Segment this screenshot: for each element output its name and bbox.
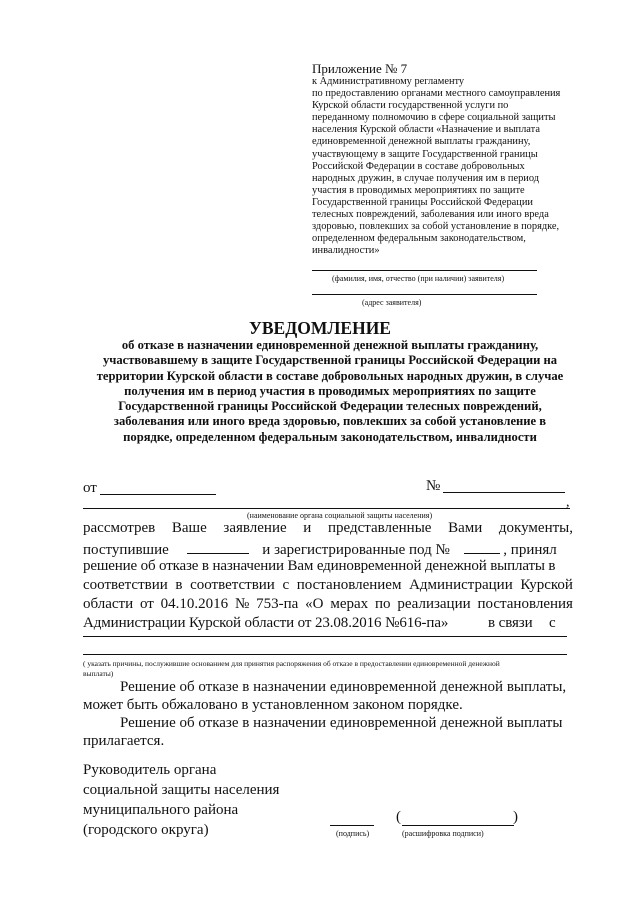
word: и: [303, 520, 312, 536]
word: постановления: [477, 596, 573, 612]
subtitle-line: заболевания или иного вреда здоровью, повлекших за собой установление в: [113, 414, 547, 429]
appendix-line: переданному полномочию в сфере социальной защиты: [312, 112, 556, 124]
subtitle-line: Государственной границы Российской Федерации телесных повреждений,: [118, 399, 542, 414]
word: реализации: [397, 596, 471, 612]
reason-caption-cont: выплаты): [83, 669, 114, 678]
notice-subtitle: [70, 338, 590, 445]
decode-paren-close: ): [513, 809, 518, 825]
appendix-block: [312, 62, 612, 257]
appendix-line: единовременной денежной выплаты гражданину,: [312, 136, 531, 148]
decode-line[interactable]: [402, 825, 514, 826]
word: с: [282, 577, 290, 593]
applicant-name-line[interactable]: [312, 270, 537, 271]
reason-caption: ( указать причины, послужившие основанием для принятия распоряжения об отказе в предоставлении единовременной денежной: [83, 659, 500, 668]
word: мерах: [330, 596, 369, 612]
appendix-line: телесных повреждений, заболевания или иного вреда: [312, 209, 549, 221]
word: Вами: [448, 520, 483, 536]
applicant-address-line[interactable]: [312, 294, 537, 295]
word: постановлением: [296, 577, 402, 593]
subtitle-line: порядке, определенном федеральным законодательством, инвалидности: [123, 429, 537, 444]
word: рассмотрев: [83, 520, 156, 536]
body-line-2: [83, 538, 573, 557]
signatory-line: Руководитель органа: [83, 762, 217, 778]
from-label: от: [83, 480, 97, 496]
word: по: [374, 596, 391, 612]
with-label: с: [549, 615, 556, 631]
signatory-block: [83, 760, 279, 840]
org-caption: (наименование органа социальной защиты населения): [247, 511, 433, 520]
appendix-line: Приложение № 7: [312, 61, 408, 76]
appendix-line: Государственной границы Российской Федерации: [312, 196, 533, 208]
appendix-line: народных дружин, в случае получения им в период: [312, 172, 540, 184]
word: соответствии: [190, 577, 275, 593]
appendix-line: определенном федеральным законодательством,: [312, 233, 526, 245]
attachment-line: Решение об отказе в назначении единовременной денежной выплаты: [120, 715, 563, 731]
signatory-line: муниципального района: [83, 802, 239, 818]
word: от: [139, 596, 154, 612]
in-connection-label: в связи: [488, 615, 533, 631]
reason-line-1[interactable]: [83, 636, 567, 637]
word: документы,: [498, 520, 573, 536]
signatory-line: социальной защиты населения: [83, 782, 280, 798]
word: представленные: [327, 520, 432, 536]
appendix-line: здоровью, повлекших за собой установление в порядке,: [312, 221, 560, 233]
signatory-line: (городского округа): [83, 822, 209, 838]
subtitle-line: территории Курской области в составе добровольных народных дружин, в случае: [96, 368, 564, 383]
decode-caption: (расшифровка подписи): [402, 829, 484, 838]
word: Курской: [520, 577, 573, 593]
reason-line-2[interactable]: [83, 654, 567, 655]
appendix-line: участвующему в защите Государственной границы: [312, 148, 538, 160]
decree-reference: Администрации Курской области от 23.08.2016 №616-па»: [83, 615, 449, 631]
appeal-line: Решение об отказе в назначении единовременной денежной выплаты,: [120, 679, 567, 695]
appendix-line: к Административному регламенту: [312, 76, 465, 87]
word: Администрации: [409, 577, 513, 593]
word: «О: [305, 596, 324, 612]
received-date-blank[interactable]: [187, 538, 249, 554]
word: области: [83, 596, 134, 612]
applicant-name-caption: (фамилия, имя, отчество (при наличии) заявителя): [332, 274, 505, 283]
registration-number-blank[interactable]: [464, 538, 500, 554]
received-label: поступившие: [83, 542, 169, 558]
notice-title: УВЕДОМЛЕНИЕ: [249, 318, 391, 338]
registered-label: и зарегистрированные под №: [262, 542, 450, 558]
date-line[interactable]: [100, 494, 216, 495]
subtitle-line: участвовавшему в защите Государственной границы Российской Федерации на: [102, 353, 558, 368]
appeal-paragraph: [83, 678, 573, 750]
word: заявление: [223, 520, 287, 536]
appendix-line: инвалидности»: [312, 245, 380, 257]
word: 753-па: [256, 596, 299, 612]
word: №: [235, 596, 250, 612]
signature-caption: (подпись): [336, 829, 370, 838]
appendix-line: по предоставлению органами местного самоуправления: [312, 88, 561, 100]
decode-paren-open: (: [396, 809, 401, 825]
appendix-line: Курской области государственной услуги по: [312, 100, 509, 112]
attachment-line: прилагается.: [83, 733, 165, 749]
notice-body: [83, 519, 573, 633]
body-line-3: решение об отказе в назначении Вам единовременной денежной выплаты в: [83, 558, 556, 574]
subtitle-line: получения им в период участия в проводимых мероприятиях по защите: [124, 383, 536, 398]
body-line-6: [83, 614, 573, 633]
appendix-line: участия в проводимых мероприятиях по защите: [312, 184, 525, 196]
body-line-4: [83, 576, 573, 595]
org-name-line[interactable]: [83, 508, 570, 509]
applicant-address-caption: (адрес заявителя): [362, 298, 422, 307]
word: в: [175, 577, 183, 593]
org-line-comma: ,: [566, 495, 570, 510]
number-label: №: [426, 478, 441, 494]
body-line-1: [83, 519, 573, 538]
appeal-line: может быть обжаловано в установленном законом порядке.: [83, 697, 463, 713]
decision-label: , принял: [503, 542, 557, 558]
word: Ваше: [171, 520, 207, 536]
body-line-5: [83, 595, 573, 614]
word: 04.10.2016: [160, 596, 229, 612]
appendix-line: населения Курской области «Назначение и выплата: [312, 124, 540, 136]
subtitle-line: об отказе в назначении единовременной денежной выплаты гражданину,: [121, 338, 539, 352]
appendix-line: Российской Федерации в составе добровольных: [312, 160, 525, 172]
number-line[interactable]: [443, 492, 565, 493]
signature-line[interactable]: [330, 825, 374, 826]
word: соответствии: [83, 577, 168, 593]
